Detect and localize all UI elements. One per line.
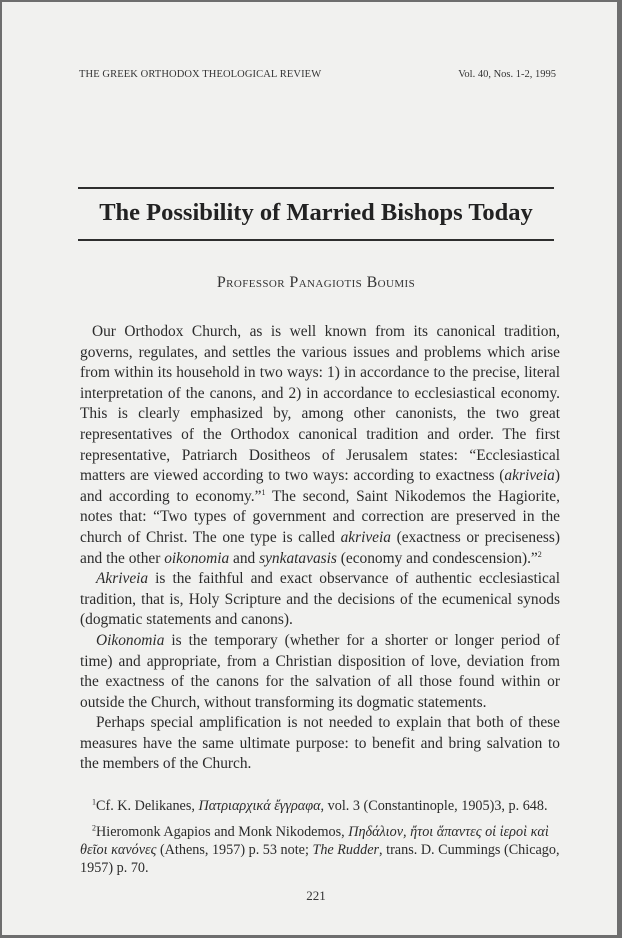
- paragraph-3: [80, 631, 560, 713]
- footnotes: [80, 797, 560, 885]
- journal-running-head: THE GREEK ORTHODOX THEOLOGICAL REVIEW: [79, 69, 322, 80]
- p1-term-akriveia-2: akriveia: [340, 528, 391, 546]
- p1-term-oikonomia: oikonomia: [164, 549, 230, 567]
- p2-term-akriveia: Akriveia: [96, 570, 149, 588]
- footnote-2-number: 2: [92, 823, 96, 833]
- fn2-text-a: Hieromonk Agapios and Monk Nikodemos,: [96, 824, 349, 840]
- footnote-ref-1: 1: [261, 487, 266, 497]
- p4-text: Perhaps special amplification is not needed to explain that both of these measures have the same ultimate purpose: to benefit and bring salvation to the members of the Church.: [80, 714, 560, 773]
- footnote-2: [80, 823, 560, 877]
- paragraph-2: [80, 569, 560, 631]
- footnote-ref-2: 2: [537, 549, 542, 559]
- p1-text-g: (exactness or preciseness) and the other: [80, 528, 561, 567]
- p1-text-a: Our Orthodox Church, as is well known from its canonical tradition, governs, regulates, and settles the various issues and problems which arise from within its household in two ways: 1) in accordance to the precise, literal interpretation of the canons, and 2) in accordance to ecclesiastical economy. This is clearly emphasized by, among other canonists, the two great representatives of the Orthodox canonical tradition and order. The first representative, Patriarch Dositheos of Jerusalem states: “Ecclesiastical matters are viewed according to two ways: according to exactness (: [80, 323, 560, 485]
- footnote-1-number: 1: [92, 797, 96, 807]
- p1-term-akriveia: akriveia: [504, 467, 555, 485]
- p1-term-synkatavasis: synkatavasis: [259, 549, 337, 567]
- p1-text-e: The second, Saint Nikodemos the Hagiorite, notes that: “Two types of government and correction are preserved in the church of Christ. The one type is called: [80, 487, 560, 546]
- paragraph-4: [80, 713, 560, 775]
- author-name: Professor Panagiotis Boumis: [216, 274, 416, 291]
- p3-term-oikonomia: Oikonomia: [96, 631, 165, 649]
- fn1-text-c: , vol. 3 (Constantinople, 1905)3, p. 648.: [320, 798, 548, 814]
- title-rule-bottom: [78, 239, 554, 241]
- p3-text: is the temporary (whether for a shorter or longer period of time) and appropriate, from a Christian disposition of love, deviation from the exactness of the canons for the salvation of all those found within or outside the Church, without transforming its dogmatic statements.: [80, 631, 560, 711]
- issue-info: Vol. 40, Nos. 1-2, 1995: [458, 69, 556, 80]
- fn1-text-a: Cf. K. Delikanes,: [96, 798, 199, 814]
- fn2-text-e: , trans. D. Cummings (Chicago, 1957) p. 70.: [80, 842, 560, 876]
- fn2-rudder-title: The Rudder: [312, 842, 380, 858]
- title-rule-top: [78, 187, 554, 189]
- p1-text-c: ) and according to economy.”: [80, 467, 560, 505]
- fn1-greek-title: Πατριαρχικά ἔγγραφα: [198, 798, 321, 814]
- article-body: [80, 322, 560, 775]
- fn2-greek-title: Πηδάλιον, ἤτοι ἅπαντες οἱ ἱεροὶ καὶ θεῖοι κανόνες: [80, 824, 549, 858]
- journal-page: [2, 2, 617, 935]
- footnote-1: [80, 797, 560, 815]
- paragraph-1: [80, 322, 560, 569]
- fn2-text-c: (Athens, 1957) p. 53 note;: [156, 842, 313, 858]
- page-number: 221: [306, 888, 326, 903]
- p1-text-k: (economy and condescension).”: [336, 549, 538, 567]
- p1-text-i: and: [229, 549, 260, 567]
- p2-text: is the faithful and exact observance of authentic ecclesiastical tradition, that is, Holy Scripture and the decisions of the ecumenical synods (dogmatic statements and canons).: [80, 570, 560, 629]
- article-title: The Possibility of Married Bishops Today: [99, 199, 533, 226]
